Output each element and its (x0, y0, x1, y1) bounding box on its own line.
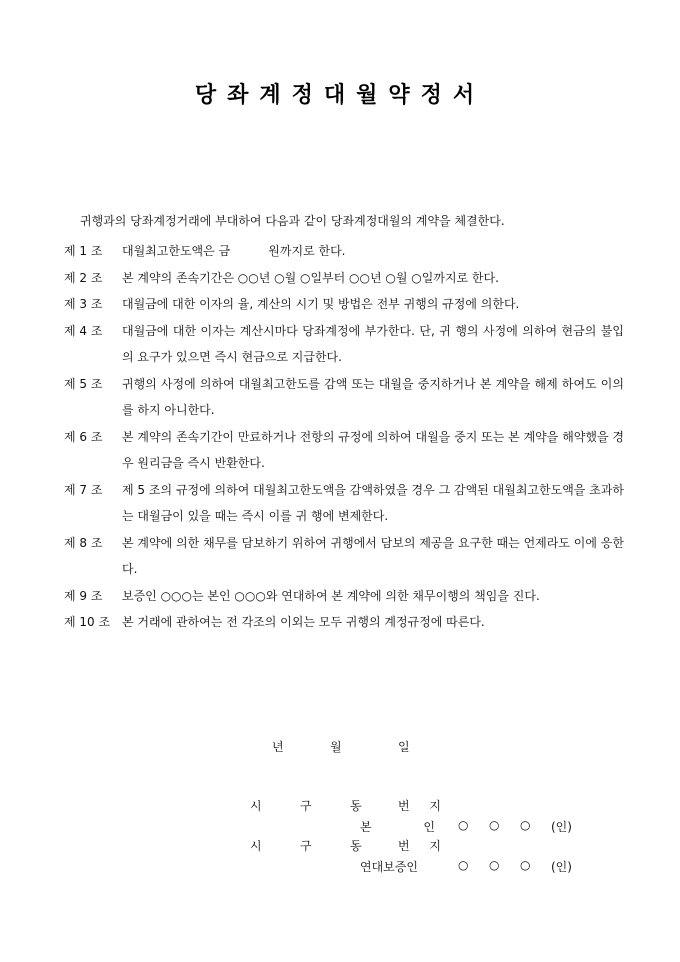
article-number: 제 3 조 (64, 297, 103, 311)
article-text: 제 5 조의 규정에 의하여 대월최고한도액을 감액하였을 경우 그 감액된 대월최고한도액을 초과하는 대월금이 있을 때는 즉시 이를 귀 행에 변제한다. (122, 482, 624, 523)
date-day: 일 (398, 740, 410, 754)
article-number: 제 6 조 (64, 429, 103, 444)
guarantor-row (360, 858, 572, 875)
article-text: 대월금에 대한 이자는 계산시마다 당좌계정에 부가한다. 단, 귀 행의 사정에 의하여 현금의 불입의 요구가 있으면 즉시 현금으로 지급한다. (122, 323, 624, 364)
article-number: 제 4 조 (64, 323, 103, 338)
article-4 (64, 318, 624, 371)
principal-row (360, 818, 572, 835)
principal-mark: ○ (489, 818, 500, 832)
article-5 (64, 371, 624, 424)
guarantor-address (250, 837, 449, 854)
intro-paragraph: 귀행과의 당좌계정거래에 부대하여 다음과 같이 당좌계정대월의 계약을 체결한다. (80, 214, 505, 228)
article-text: 본 거래에 관하여는 전 각조의 이외는 모두 귀행의 계정규정에 따른다. (122, 615, 485, 629)
article-2 (64, 265, 624, 292)
article-number: 제 7 조 (64, 482, 103, 497)
article-text: 본 계약의 존속기간이 만료하거나 전항의 규정에 의하여 대월을 중지 또는 본 계약을 해약했을 경우 원리금을 즉시 반환한다. (122, 429, 624, 470)
guarantor-mark: ○ (489, 858, 500, 872)
principal-mark: ○ (458, 818, 469, 832)
article-7 (64, 477, 624, 530)
article-8 (64, 530, 624, 583)
principal-label: 본 인 (360, 820, 459, 834)
address-dong: 동 (350, 799, 362, 813)
article-3 (64, 291, 624, 318)
document-title: 당좌계정대월약정서 (194, 82, 486, 108)
article-number: 제 2 조 (64, 270, 103, 285)
article-list (64, 238, 624, 636)
article-number: 제 8 조 (64, 535, 103, 550)
address-gu: 구 (300, 799, 312, 813)
article-text: 본 계약에 의한 채무를 담보하기 위하여 귀행에서 담보의 제공을 요구한 때는 언제라도 이에 응한다. (122, 535, 624, 576)
guarantor-seal: (인) (551, 860, 572, 874)
article-text: 본 계약의 존속기간은 ○○년 ○월 ○일부터 ○○년 ○월 ○일까지로 한다. (122, 270, 499, 285)
date-month: 월 (330, 740, 342, 754)
article-10 (64, 609, 624, 636)
article-9 (64, 583, 624, 610)
address-si: 시 (250, 839, 262, 853)
address-si: 시 (250, 799, 262, 813)
address-beonji: 번 지 (398, 839, 449, 853)
date-line (272, 738, 410, 755)
address-gu: 구 (300, 839, 312, 853)
guarantor-mark: ○ (458, 858, 469, 872)
article-number: 제 1 조 (64, 244, 103, 258)
article-number: 제 9 조 (64, 588, 103, 603)
guarantor-mark: ○ (520, 858, 531, 872)
principal-address (250, 797, 449, 814)
article-text: 대월금에 대한 이자의 율, 계산의 시기 및 방법은 전부 귀행의 규정에 의한다. (122, 297, 520, 311)
article-number: 제 10 조 (64, 615, 111, 629)
article-6 (64, 424, 624, 477)
principal-mark: ○ (520, 818, 531, 832)
article-number: 제 5 조 (64, 376, 103, 391)
article-text: 보증인 ○○○는 본인 ○○○와 연대하여 본 계약에 의한 채무이행의 책임을 진다. (122, 588, 540, 603)
article-1 (64, 238, 624, 265)
article-text: 귀행의 사정에 의하여 대월최고한도를 감액 또는 대월을 중지하거나 본 계약을 해제 하여도 이의를 하지 아니한다. (122, 376, 624, 417)
article-text: 대월최고한도액은 금 원까지로 한다. (122, 244, 346, 258)
guarantor-label: 연대보증인 (360, 860, 418, 874)
principal-seal: (인) (551, 820, 572, 834)
address-beonji: 번 지 (398, 799, 449, 813)
address-dong: 동 (350, 839, 362, 853)
date-year: 년 (272, 740, 284, 754)
